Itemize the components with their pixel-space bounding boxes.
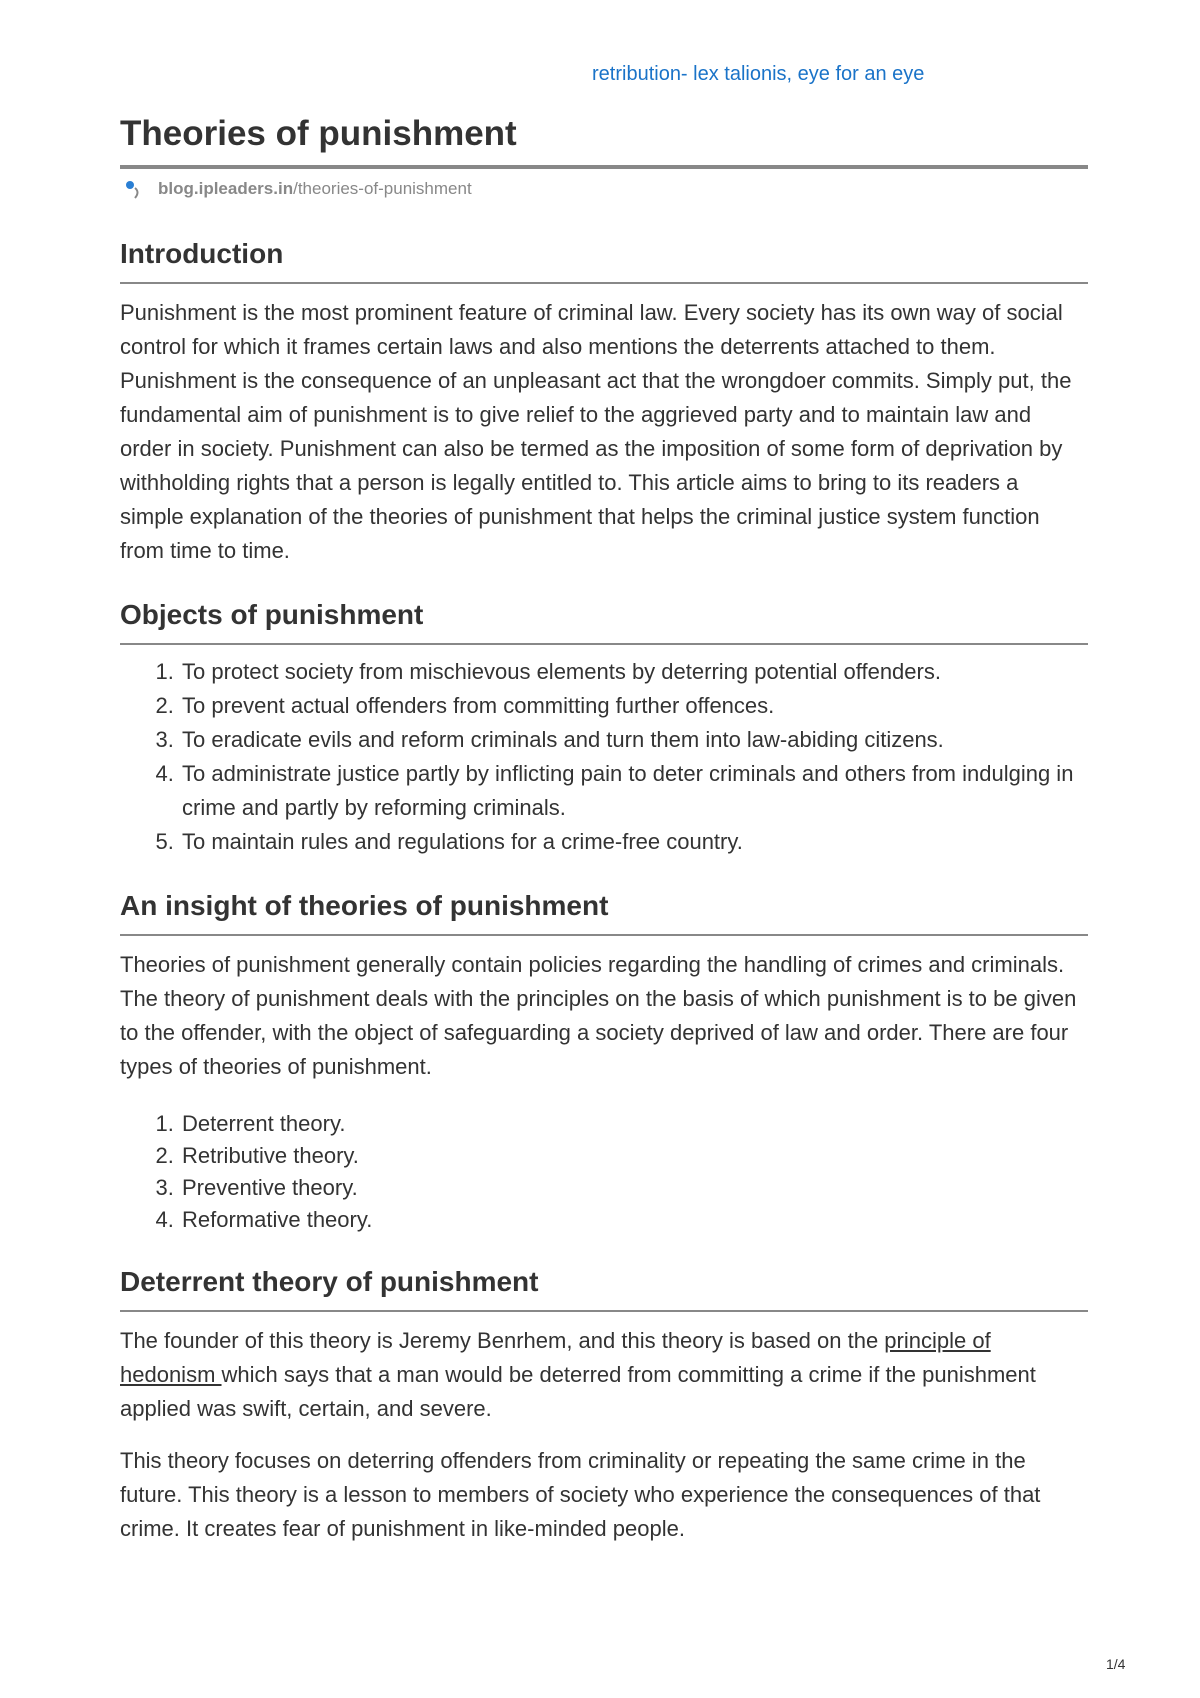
deterrent-paragraph-2: This theory focuses on deterring offenders from criminality or repeating the same crime in the future. This theory is a lesson to members of society who experience the consequences of that crime. It creates fear of punishment in like-minded people. — [120, 1448, 1041, 1541]
source-path: /theories-of-punishment — [293, 179, 472, 198]
objects-heading: Objects of punishment — [120, 595, 1088, 645]
insight-heading: An insight of theories of punishment — [120, 886, 1088, 936]
list-item: 3. To eradicate evils and reform criminals and turn them into law-abiding citizens. — [180, 723, 1088, 757]
source-url[interactable] — [120, 169, 1088, 209]
source-domain: blog.ipleaders.in — [158, 179, 294, 198]
source-link-icon — [124, 178, 146, 200]
page-number: 1/4 — [1106, 1656, 1126, 1672]
introduction-paragraph: Punishment is the most prominent feature of criminal law. Every society has its own way of social control for which it frames certain laws and also mentions the deterrents attached to them. Punishment is the consequence of an unpleasant act that the wrongdoer commits. Simply put, the fundamental aim of punishment is to give relief to the aggrieved party and to maintain law and order in society. Punishment can also be termed as the imposition of some form of deprivation by withholding rights that a person is legally entitled to. This article aims to bring to its readers a simple explanation of the theories of punishment that helps the criminal justice system function from time to time. — [120, 300, 1072, 563]
page-title: Theories of punishment — [120, 108, 1088, 169]
list-item: 5. To maintain rules and regulations for a crime-free country. — [180, 825, 1088, 859]
deterrent-paragraph-1 — [120, 1324, 1088, 1426]
document-content — [120, 108, 1088, 1546]
deterrent-text-after: which says that a man would be deterred from committing a crime if the punishment applied was swift, certain, and severe. — [120, 1362, 1036, 1421]
hedonism-link[interactable]: principle of hedonism — [120, 1328, 991, 1387]
list-item: 1. To protect society from mischievous elements by deterring potential offenders. — [180, 655, 1088, 689]
theories-list — [120, 1108, 1088, 1236]
annotation-note: retribution- lex talionis, eye for an eye — [592, 63, 925, 85]
list-item: 2. Retributive theory. — [180, 1140, 1088, 1172]
list-item: 4. To administrate justice partly by inflicting pain to deter criminals and others from indulging in crime and partly by reforming criminals. — [180, 757, 1088, 825]
list-item: 4. Reformative theory. — [180, 1204, 1088, 1236]
deterrent-text-before: The founder of this theory is Jeremy Benrhem, and this theory is based on the — [120, 1328, 885, 1353]
list-item: 3. Preventive theory. — [180, 1172, 1088, 1204]
insight-paragraph: Theories of punishment generally contain policies regarding the handling of crimes and criminals. The theory of punishment deals with the principles on the basis of which punishment is to be given to the offender, with the object of safeguarding a society deprived of law and order. There are four types of theories of punishment. — [120, 952, 1077, 1079]
list-item: 1. Deterrent theory. — [180, 1108, 1088, 1140]
objects-list — [120, 655, 1088, 859]
deterrent-heading: Deterrent theory of punishment — [120, 1262, 1088, 1312]
introduction-heading: Introduction — [120, 234, 1088, 284]
list-item: 2. To prevent actual offenders from committing further offences. — [180, 689, 1088, 723]
